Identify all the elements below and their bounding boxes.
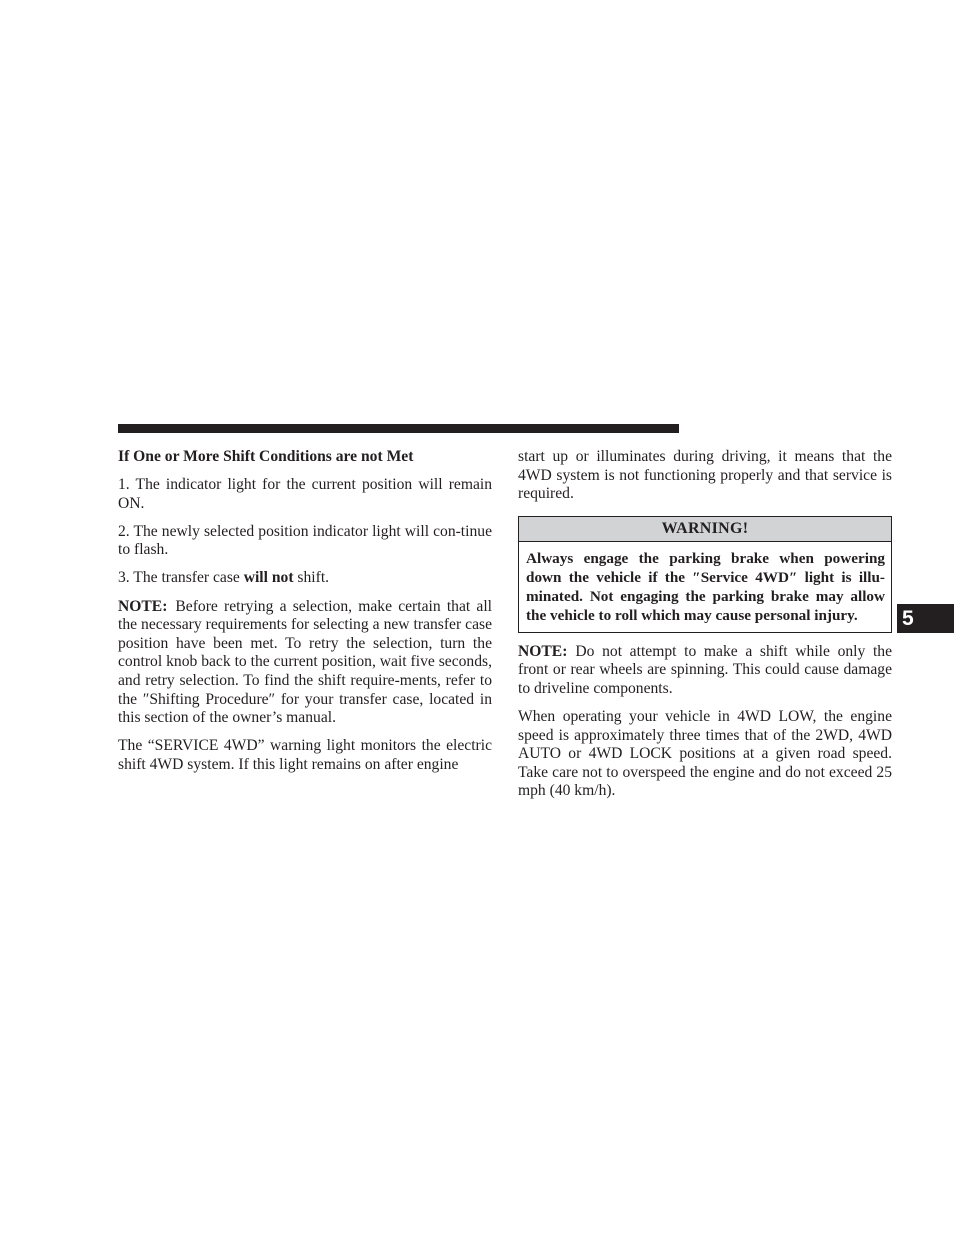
note-retry-text: Before retrying a selection, make certain that all the necessary requirements for selecting a new transfer case position have been met. To retry the selection, turn the control knob back to the current position, wait five seconds, and retry selection. To find the shift require-ments, refer to the ″Shifting Procedure″ for your transfer case, located in this section of the owner’s manual. (118, 597, 492, 727)
chapter-tab: 5 (897, 604, 954, 633)
service-4wd-continuation: start up or illuminates during driving, it means that the 4WD system is not functioning properly and that service is required. (518, 448, 892, 503)
section-heading: If One or More Shift Conditions are not Met (118, 448, 414, 465)
warning-box (518, 516, 892, 633)
list-item-3 (118, 569, 492, 588)
note-label: NOTE: (518, 642, 568, 660)
list-item-1: 1. The indicator light for the current position will remain ON. (118, 476, 492, 512)
list-item-3-emphasis: will not (243, 569, 294, 587)
list-item-3-prefix: 3. The transfer case (118, 569, 244, 587)
note-label: NOTE: (118, 597, 168, 615)
list-item-2: 2. The newly selected position indicator light will con-tinue to flash. (118, 522, 492, 559)
note-shift-text: Do not attempt to make a shift while only the front or rear wheels are spinning. This could cause damage to driveline components. (518, 642, 892, 697)
header-rule (118, 424, 679, 433)
warning-title: WARNING! (519, 517, 891, 542)
list-item-3-suffix: shift. (293, 569, 330, 587)
service-4wd-paragraph: The “SERVICE 4WD” warning light monitors the electric shift 4WD system. If this light remains on after engine (118, 737, 492, 773)
warning-text: Always engage the parking brake when powering down the vehicle if the ″Service 4WD″ light is illu-minated. Not engaging the parking brake may allow the vehicle to roll which may cause personal injury. (526, 549, 885, 624)
4wd-low-paragraph: When operating your vehicle in 4WD LOW, the engine speed is approximately three times that of the 2WD, 4WD AUTO or 4WD LOCK positions at a given road speed. Take care not to overspeed the engine and do not exceed 25 mph (40 km/h). (518, 708, 892, 800)
left-column (118, 448, 492, 784)
note-retry (118, 598, 492, 728)
note-shift (518, 643, 892, 699)
right-column (518, 448, 892, 811)
